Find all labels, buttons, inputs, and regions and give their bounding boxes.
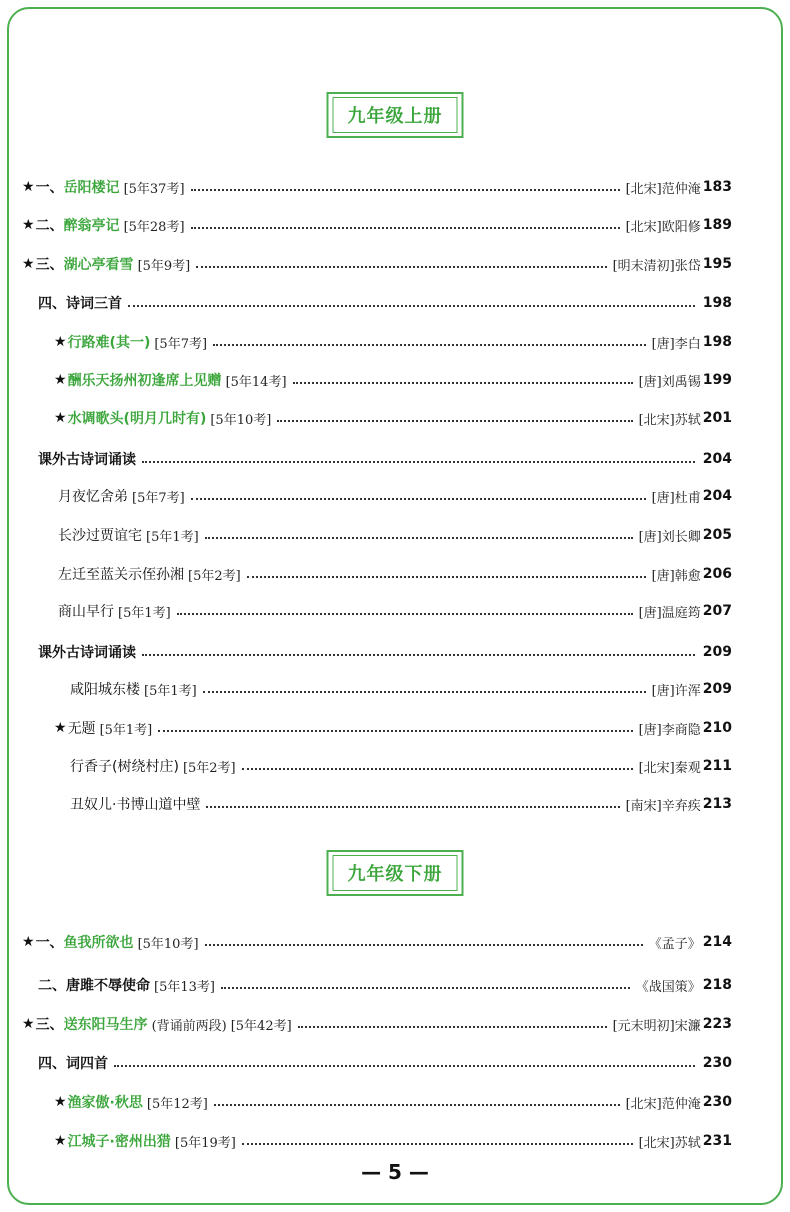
- toc-entry-author: [南宋]辛弃疾: [625, 798, 701, 814]
- star-icon: ★: [22, 1016, 35, 1032]
- toc-entry-page: 206: [702, 566, 732, 582]
- toc-entry-page: 230: [702, 1094, 732, 1110]
- leader-dots: [242, 1143, 633, 1145]
- leader-dots: [128, 305, 695, 307]
- toc-entry-title: 行香子(树绕村庄): [70, 759, 179, 775]
- toc-entry-author: [北宋]苏轼: [638, 412, 701, 428]
- leader-dots: [191, 227, 620, 229]
- toc-entry-exam-count: [5年37考]: [123, 181, 185, 197]
- toc-entry-exam-count: [5年12考]: [146, 1096, 208, 1112]
- toc-entry-exam-count: [5年14考]: [225, 374, 287, 390]
- toc-entry-exam-count: [5年1考]: [144, 683, 197, 699]
- toc-entry-title: 无题: [67, 721, 96, 737]
- star-icon: ★: [22, 217, 35, 233]
- toc-entry-left: [38, 293, 122, 313]
- toc-entry-title: 渔家傲·秋思: [67, 1095, 143, 1111]
- toc-entry-left: [38, 449, 136, 469]
- toc-entry: [70, 755, 732, 777]
- toc-entry-author: [唐]韩愈: [651, 568, 701, 584]
- toc-entry-page: 198: [702, 295, 732, 311]
- toc-entry-title: 水调歌头(明月几时有): [67, 411, 207, 427]
- toc-entry-title: 行路难(其一): [67, 335, 151, 351]
- toc-entry-author: [明末清初]张岱: [612, 258, 701, 274]
- toc-entry-page: 211: [702, 758, 732, 774]
- toc-entry-number: 二、: [38, 978, 66, 994]
- toc-entry-title: 长沙过贾谊宅: [58, 528, 142, 544]
- toc-entry-page: 204: [702, 488, 732, 504]
- toc-entry-page: 199: [702, 372, 732, 388]
- toc-entry-exam-count: [5年28考]: [123, 219, 185, 235]
- toc-entry-page: 223: [702, 1016, 732, 1032]
- toc-entry: [58, 485, 732, 507]
- leader-dots: [205, 537, 633, 539]
- toc-entry-title: 课外古诗词诵读: [38, 645, 136, 661]
- leader-dots: [221, 987, 630, 989]
- toc-entry-page: 209: [702, 644, 732, 660]
- toc-entry-author: 《战国策》: [635, 979, 701, 995]
- toc-entry-left: [70, 756, 236, 776]
- section-title-text: 九年级下册: [333, 855, 458, 891]
- toc-entry-page: 207: [702, 603, 732, 619]
- toc-entry-number: 三、: [35, 1017, 64, 1033]
- leader-dots: [298, 1026, 607, 1028]
- leader-dots: [293, 382, 633, 384]
- toc-entry-left: [22, 932, 199, 952]
- toc-entry-number: 四、: [38, 296, 66, 312]
- leader-dots: [114, 1065, 695, 1067]
- toc-entry-left: [70, 679, 197, 699]
- toc-entry-page: 209: [702, 681, 732, 697]
- toc-entry-left: [22, 254, 190, 274]
- toc-entry-left: [38, 975, 215, 995]
- star-icon: ★: [22, 179, 35, 195]
- leader-dots: [142, 461, 695, 463]
- leader-dots: [206, 806, 619, 808]
- leader-dots: [205, 944, 643, 946]
- toc-entry: [54, 1130, 732, 1152]
- toc-entry: [54, 717, 732, 739]
- toc-entry-left: [54, 1131, 236, 1151]
- toc-entry-page: 213: [702, 796, 732, 812]
- toc-entry-exam-count: [5年1考]: [146, 529, 199, 545]
- toc-entry-title: 左迁至蓝关示侄孙湘: [58, 567, 184, 583]
- toc-entry-author: [唐]刘长卿: [638, 529, 701, 545]
- star-icon: ★: [54, 1133, 67, 1149]
- toc-entry-number: 二、: [35, 218, 64, 234]
- toc-entry: [54, 407, 732, 429]
- toc-entry-author: [唐]李商隐: [638, 722, 701, 738]
- toc-entry: [22, 931, 732, 953]
- toc-entry-author: [唐]李白: [651, 336, 701, 352]
- toc-entry-exam-count: [5年13考]: [154, 979, 215, 995]
- toc-entry-exam-count: [5年10考]: [210, 412, 272, 428]
- toc-entry-left: [22, 215, 185, 235]
- toc-entry: [58, 524, 732, 546]
- toc-entry-left: [58, 564, 241, 584]
- toc-entry-author: [唐]杜甫: [651, 490, 701, 506]
- toc-entry-page: 230: [702, 1055, 732, 1071]
- toc-entry-author: [北宋]苏轼: [638, 1135, 701, 1151]
- star-icon: ★: [54, 334, 67, 350]
- toc-entry-title: 送东阳马生序: [63, 1017, 148, 1033]
- toc-entry-title: 月夜忆舍弟: [58, 489, 128, 505]
- toc-entry: [70, 678, 732, 700]
- star-icon: ★: [54, 372, 67, 388]
- toc-entry-left: [54, 718, 152, 738]
- toc-entry-left: [54, 332, 207, 352]
- toc-entry-exam-count: [5年42考]: [230, 1018, 292, 1034]
- toc-entry: [38, 292, 732, 314]
- star-icon: ★: [54, 410, 67, 426]
- toc-entry-author: [北宋]范仲淹: [625, 181, 701, 197]
- toc-entry-exam-count: [5年1考]: [99, 722, 153, 738]
- toc-entry: [58, 563, 732, 585]
- leader-dots: [191, 189, 620, 191]
- toc-entry-exam-count: [5年1考]: [118, 605, 171, 621]
- page-number: — 5 —: [361, 1160, 429, 1184]
- section-title-text: 九年级上册: [333, 97, 458, 133]
- star-icon: ★: [22, 256, 35, 272]
- leader-dots: [142, 654, 695, 656]
- star-icon: ★: [54, 720, 67, 736]
- toc-entry-left: [58, 486, 185, 506]
- toc-entry-left: [58, 601, 171, 621]
- toc-entry-page: 231: [702, 1133, 732, 1149]
- leader-dots: [203, 691, 646, 693]
- toc-entry: [22, 176, 732, 198]
- toc-entry-title: 江城子·密州出猎: [67, 1134, 171, 1150]
- toc-entry-number: 四、: [38, 1056, 66, 1072]
- toc-entry: [54, 369, 732, 391]
- toc-entry-left: [54, 370, 287, 390]
- toc-entry-title: 醉翁亭记: [63, 218, 120, 234]
- toc-entry-author: 《孟子》: [648, 936, 701, 952]
- toc-entry: [38, 641, 732, 663]
- toc-entry: [54, 1091, 732, 1113]
- toc-entry: [22, 214, 732, 236]
- leader-dots: [196, 266, 606, 268]
- toc-entry-author: [北宋]秦观: [638, 760, 701, 776]
- leader-dots: [177, 613, 633, 615]
- toc-entry-exam-count: [5年7考]: [132, 490, 185, 506]
- toc-entry-number: 三、: [35, 257, 64, 273]
- toc-entry-exam-count: [5年10考]: [137, 936, 199, 952]
- toc-entry-note: (背诵前两段): [151, 1018, 227, 1034]
- toc-entry-number: 一、: [35, 935, 64, 951]
- section-title-grade9-vol2: [327, 850, 464, 896]
- toc-entry: [22, 253, 732, 275]
- toc-entry-author: [唐]温庭筠: [638, 605, 701, 621]
- toc-entry-left: [22, 1014, 292, 1034]
- toc-entry-page: 204: [702, 451, 732, 467]
- toc-entry-exam-count: [5年19考]: [174, 1135, 236, 1151]
- toc-entry: [38, 974, 732, 996]
- toc-entry-page: 214: [702, 934, 732, 950]
- toc-entry-title: 诗词三首: [66, 296, 122, 312]
- toc-entry-page: 189: [702, 217, 732, 233]
- leader-dots: [214, 1104, 620, 1106]
- toc-entry-author: [唐]许浑: [651, 683, 701, 699]
- section-title-grade9-vol1: [327, 92, 464, 138]
- toc-entry-page: 201: [702, 410, 732, 426]
- toc-entry-left: [54, 408, 271, 428]
- toc-entry-left: [38, 1053, 108, 1073]
- toc-entry-author: [北宋]欧阳修: [625, 219, 701, 235]
- star-icon: ★: [22, 934, 35, 950]
- toc-entry-title: 课外古诗词诵读: [38, 452, 136, 468]
- toc-entry-title: 词四首: [66, 1056, 108, 1072]
- toc-entry-left: [54, 1092, 208, 1112]
- toc-entry-exam-count: [5年2考]: [188, 568, 241, 584]
- toc-entry-title: 鱼我所欲也: [63, 935, 134, 951]
- toc-entry-page: 205: [702, 527, 732, 543]
- toc-entry-author: [北宋]范仲淹: [625, 1096, 701, 1112]
- toc-entry-page: 195: [702, 256, 732, 272]
- toc-entry: [70, 793, 732, 815]
- toc-entry: [22, 1013, 732, 1035]
- toc-entry: [38, 1052, 732, 1074]
- toc-entry-number: 一、: [35, 180, 64, 196]
- toc-entry-page: 183: [702, 179, 732, 195]
- leader-dots: [158, 730, 632, 732]
- toc-entry-title: 商山早行: [58, 604, 114, 620]
- leader-dots: [277, 420, 632, 422]
- toc-entry-left: [58, 525, 199, 545]
- leader-dots: [247, 576, 646, 578]
- toc-entry-left: [22, 177, 185, 197]
- star-icon: ★: [54, 1094, 67, 1110]
- toc-entry-page: 210: [702, 720, 732, 736]
- toc-entry-page: 218: [702, 977, 732, 993]
- toc-entry: [38, 448, 732, 470]
- toc-entry-title: 岳阳楼记: [63, 180, 120, 196]
- toc-entry-title: 咸阳城东楼: [70, 682, 140, 698]
- toc-entry-author: [元末明初]宋濂: [612, 1018, 701, 1034]
- toc-entry-author: [唐]刘禹锡: [638, 374, 701, 390]
- toc-entry: [58, 600, 732, 622]
- leader-dots: [213, 344, 646, 346]
- leader-dots: [191, 498, 646, 500]
- toc-entry-title: 唐雎不辱使命: [66, 978, 150, 994]
- toc-entry-page: 198: [702, 334, 732, 350]
- toc-entry-exam-count: [5年9考]: [137, 258, 191, 274]
- toc-entry-title: 湖心亭看雪: [63, 257, 134, 273]
- toc-entry-title: 酬乐天扬州初逢席上见赠: [67, 373, 222, 389]
- toc-entry-title: 丑奴儿·书博山道中壁: [70, 797, 201, 813]
- toc-entry: [54, 331, 732, 353]
- toc-entry-left: [70, 794, 200, 814]
- toc-entry-exam-count: [5年7考]: [154, 336, 208, 352]
- toc-entry-left: [38, 642, 136, 662]
- toc-entry-exam-count: [5年2考]: [182, 760, 236, 776]
- leader-dots: [242, 768, 633, 770]
